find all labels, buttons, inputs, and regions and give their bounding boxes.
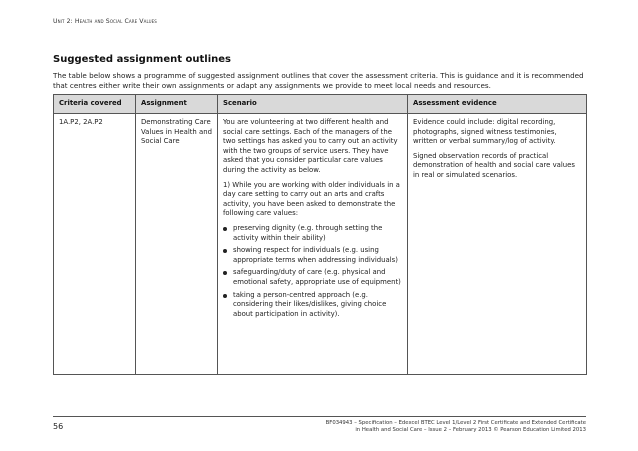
column-header-evidence: Assessment evidence xyxy=(408,95,587,114)
evidence-paragraph-2: Signed observation records of practical demonstration of health and social care values in real or simulated scenarios. xyxy=(413,151,576,179)
column-header-scenario: Scenario xyxy=(218,95,408,114)
column-header-criteria: Criteria covered xyxy=(54,95,136,114)
bullet-icon xyxy=(223,249,227,253)
bullet-icon xyxy=(223,294,227,298)
list-item: preserving dignity (e.g. through setting the activity within their ability) xyxy=(223,224,402,243)
section-title: Suggested assignment outlines xyxy=(53,54,231,65)
list-item: taking a person-centred approach (e.g. considering their likes/dislikes, giving choice about participation in activity). xyxy=(223,291,402,320)
table-header-row xyxy=(54,95,587,114)
footer-line-1: BF034943 – Specification – Edexcel BTEC Level 1/Level 2 First Certificate and Extended Certificate xyxy=(325,420,586,426)
evidence-paragraph-1: Evidence could include: digital recording, photographs, signed witness testimonies, written or verbal summary/log of activity. xyxy=(413,118,557,146)
list-item: showing respect for individuals (e.g. using appropriate terms when addressing individuals) xyxy=(223,246,402,265)
care-values-list xyxy=(223,224,402,319)
scenario-intro: You are volunteering at two different health and social care settings. Each of the managers of the two settings has asked you to carry out an activity with the two groups of service users. They have asked that you consider particular care values during the activity as below. xyxy=(223,118,398,174)
running-header: Unit 2: Health and Social Care Values xyxy=(53,18,157,25)
page-number: 56 xyxy=(53,422,64,431)
cell-evidence xyxy=(408,114,587,375)
cell-criteria: 1A.P2, 2A.P2 xyxy=(54,114,136,375)
cell-assignment: Demonstrating Care Values in Health and Social Care xyxy=(136,114,218,375)
table-row xyxy=(54,114,587,375)
footer-line-2: in Health and Social Care – Issue 2 – February 2013 © Pearson Education Limited 2013 xyxy=(355,427,586,434)
footer-divider xyxy=(53,416,586,417)
assignment-outline-table xyxy=(53,94,587,375)
footer-citation xyxy=(256,420,586,435)
intro-paragraph: The table below shows a programme of suggested assignment outlines that cover the assessment criteria. This is guidance and it is recommended that centres either write their own assignments or adapt any assignments we provide to meet local needs and resources. xyxy=(53,71,584,91)
column-header-assignment: Assignment xyxy=(136,95,218,114)
cell-scenario xyxy=(218,114,408,375)
bullet-icon xyxy=(223,271,227,275)
list-item: safeguarding/duty of care (e.g. physical and emotional safety, appropriate use of equipment) xyxy=(223,268,402,287)
scenario-task: 1) While you are working with older individuals in a day care setting to carry out an arts and crafts activity, you have been asked to demonstrate the following care values: xyxy=(223,180,400,218)
bullet-icon xyxy=(223,227,227,231)
